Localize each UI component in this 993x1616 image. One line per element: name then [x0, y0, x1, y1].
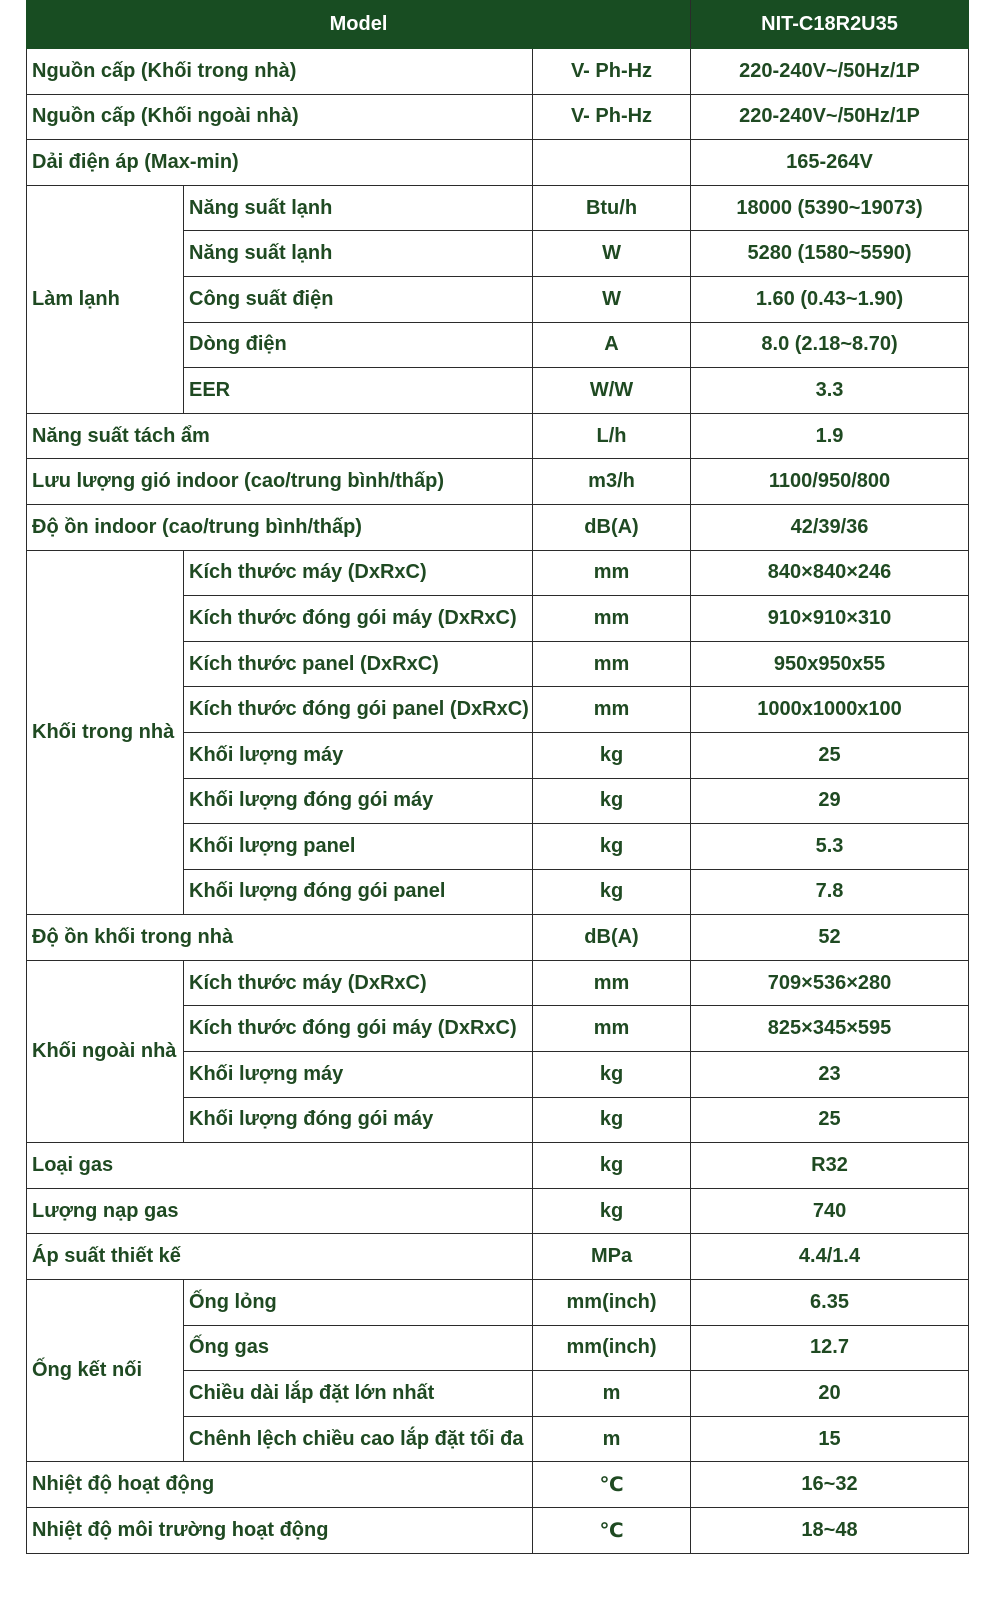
table-row [27, 1508, 969, 1554]
row-label: Áp suất thiết kế [27, 1234, 533, 1280]
row-value: 16~32 [691, 1462, 969, 1508]
row-unit: kg [533, 824, 691, 870]
row-unit: ℃ [533, 1508, 691, 1554]
header-model-label: Model [27, 1, 691, 49]
row-label: Độ ồn khối trong nhà [27, 915, 533, 961]
table-row [27, 504, 969, 550]
table-row [27, 185, 969, 231]
row-unit: W/W [533, 368, 691, 414]
table-row [27, 960, 969, 1006]
row-unit: mm(inch) [533, 1280, 691, 1326]
table-row [27, 140, 969, 186]
row-value: 840×840×246 [691, 550, 969, 596]
row-unit [533, 140, 691, 186]
table-row [27, 915, 969, 961]
row-unit: dB(A) [533, 915, 691, 961]
row-unit: mm(inch) [533, 1325, 691, 1371]
row-label: Chiều dài lắp đặt lớn nhất [184, 1371, 533, 1417]
row-value: 29 [691, 778, 969, 824]
row-value: 4.4/1.4 [691, 1234, 969, 1280]
row-value: 740 [691, 1188, 969, 1234]
group-label-outdoor: Khối ngoài nhà [27, 960, 184, 1142]
row-label: Khối lượng đóng gói máy [184, 1097, 533, 1143]
row-value: 825×345×595 [691, 1006, 969, 1052]
row-value: 950x950x55 [691, 641, 969, 687]
row-value: 52 [691, 915, 969, 961]
row-label: Công suất điện [184, 276, 533, 322]
row-label: Nhiệt độ môi trường hoạt động [27, 1508, 533, 1554]
row-value: 220-240V~/50Hz/1P [691, 49, 969, 95]
row-unit: mm [533, 960, 691, 1006]
row-label: Kích thước panel (DxRxC) [184, 641, 533, 687]
row-value: 25 [691, 1097, 969, 1143]
group-label-cooling: Làm lạnh [27, 185, 184, 413]
row-label: Dải điện áp (Max-min) [27, 140, 533, 186]
row-unit: Btu/h [533, 185, 691, 231]
row-label: Khối lượng panel [184, 824, 533, 870]
row-value: R32 [691, 1143, 969, 1189]
group-label-piping: Ống kết nối [27, 1280, 184, 1462]
row-label: Năng suất lạnh [184, 185, 533, 231]
row-value: 910×910×310 [691, 596, 969, 642]
row-value: 12.7 [691, 1325, 969, 1371]
row-unit: V- Ph-Hz [533, 49, 691, 95]
row-unit: mm [533, 1006, 691, 1052]
row-value: 1100/950/800 [691, 459, 969, 505]
row-label: Kích thước máy (DxRxC) [184, 960, 533, 1006]
row-unit: W [533, 276, 691, 322]
row-label: Nguồn cấp (Khối trong nhà) [27, 49, 533, 95]
row-label: Khối lượng máy [184, 1052, 533, 1098]
row-unit: L/h [533, 413, 691, 459]
table-row [27, 1143, 969, 1189]
row-label: Lượng nạp gas [27, 1188, 533, 1234]
table-row [27, 413, 969, 459]
table-row [27, 550, 969, 596]
row-label: Năng suất lạnh [184, 231, 533, 277]
table-row [27, 94, 969, 140]
row-value: 5280 (1580~5590) [691, 231, 969, 277]
row-label: Kích thước đóng gói panel (DxRxC) [184, 687, 533, 733]
row-unit: mm [533, 550, 691, 596]
table-row [27, 459, 969, 505]
row-unit: mm [533, 596, 691, 642]
row-value: 8.0 (2.18~8.70) [691, 322, 969, 368]
row-label: Kích thước máy (DxRxC) [184, 550, 533, 596]
row-label: Năng suất tách ẩm [27, 413, 533, 459]
row-value: 1.9 [691, 413, 969, 459]
row-value: 15 [691, 1416, 969, 1462]
header-model-value: NIT-C18R2U35 [691, 1, 969, 49]
row-label: Loại gas [27, 1143, 533, 1189]
row-label: Ống gas [184, 1325, 533, 1371]
row-value: 1000x1000x100 [691, 687, 969, 733]
table-row [27, 1234, 969, 1280]
row-value: 220-240V~/50Hz/1P [691, 94, 969, 140]
row-value: 5.3 [691, 824, 969, 870]
row-unit: mm [533, 641, 691, 687]
row-value: 165-264V [691, 140, 969, 186]
row-unit: kg [533, 732, 691, 778]
spec-table [26, 0, 969, 1554]
row-label: Chênh lệch chiều cao lắp đặt tối đa [184, 1416, 533, 1462]
row-label: Nhiệt độ hoạt động [27, 1462, 533, 1508]
row-value: 42/39/36 [691, 504, 969, 550]
row-unit: A [533, 322, 691, 368]
row-label: Ống lỏng [184, 1280, 533, 1326]
row-label: Nguồn cấp (Khối ngoài nhà) [27, 94, 533, 140]
row-label: EER [184, 368, 533, 414]
row-label: Khối lượng đóng gói panel [184, 869, 533, 915]
row-label: Độ ồn indoor (cao/trung bình/thấp) [27, 504, 533, 550]
row-value: 18~48 [691, 1508, 969, 1554]
table-row [27, 1462, 969, 1508]
row-unit: V- Ph-Hz [533, 94, 691, 140]
row-unit: ℃ [533, 1462, 691, 1508]
row-value: 23 [691, 1052, 969, 1098]
row-unit: m3/h [533, 459, 691, 505]
group-label-indoor: Khối trong nhà [27, 550, 184, 915]
row-unit: m [533, 1416, 691, 1462]
table-row [27, 49, 969, 95]
row-unit: kg [533, 1052, 691, 1098]
row-value: 18000 (5390~19073) [691, 185, 969, 231]
row-label: Kích thước đóng gói máy (DxRxC) [184, 596, 533, 642]
row-unit: kg [533, 1097, 691, 1143]
row-unit: kg [533, 778, 691, 824]
row-value: 20 [691, 1371, 969, 1417]
row-unit: dB(A) [533, 504, 691, 550]
row-value: 1.60 (0.43~1.90) [691, 276, 969, 322]
row-unit: W [533, 231, 691, 277]
row-label: Kích thước đóng gói máy (DxRxC) [184, 1006, 533, 1052]
row-unit: mm [533, 687, 691, 733]
row-unit: kg [533, 1143, 691, 1189]
row-label: Dòng điện [184, 322, 533, 368]
table-header [27, 1, 969, 49]
row-value: 709×536×280 [691, 960, 969, 1006]
row-label: Lưu lượng gió indoor (cao/trung bình/thấp) [27, 459, 533, 505]
row-unit: kg [533, 869, 691, 915]
row-unit: kg [533, 1188, 691, 1234]
row-label: Khối lượng máy [184, 732, 533, 778]
row-unit: m [533, 1371, 691, 1417]
row-value: 7.8 [691, 869, 969, 915]
table-row [27, 1188, 969, 1234]
spec-table-container [26, 0, 968, 1554]
row-value: 25 [691, 732, 969, 778]
row-value: 3.3 [691, 368, 969, 414]
row-value: 6.35 [691, 1280, 969, 1326]
row-label: Khối lượng đóng gói máy [184, 778, 533, 824]
table-row [27, 1280, 969, 1326]
row-unit: MPa [533, 1234, 691, 1280]
